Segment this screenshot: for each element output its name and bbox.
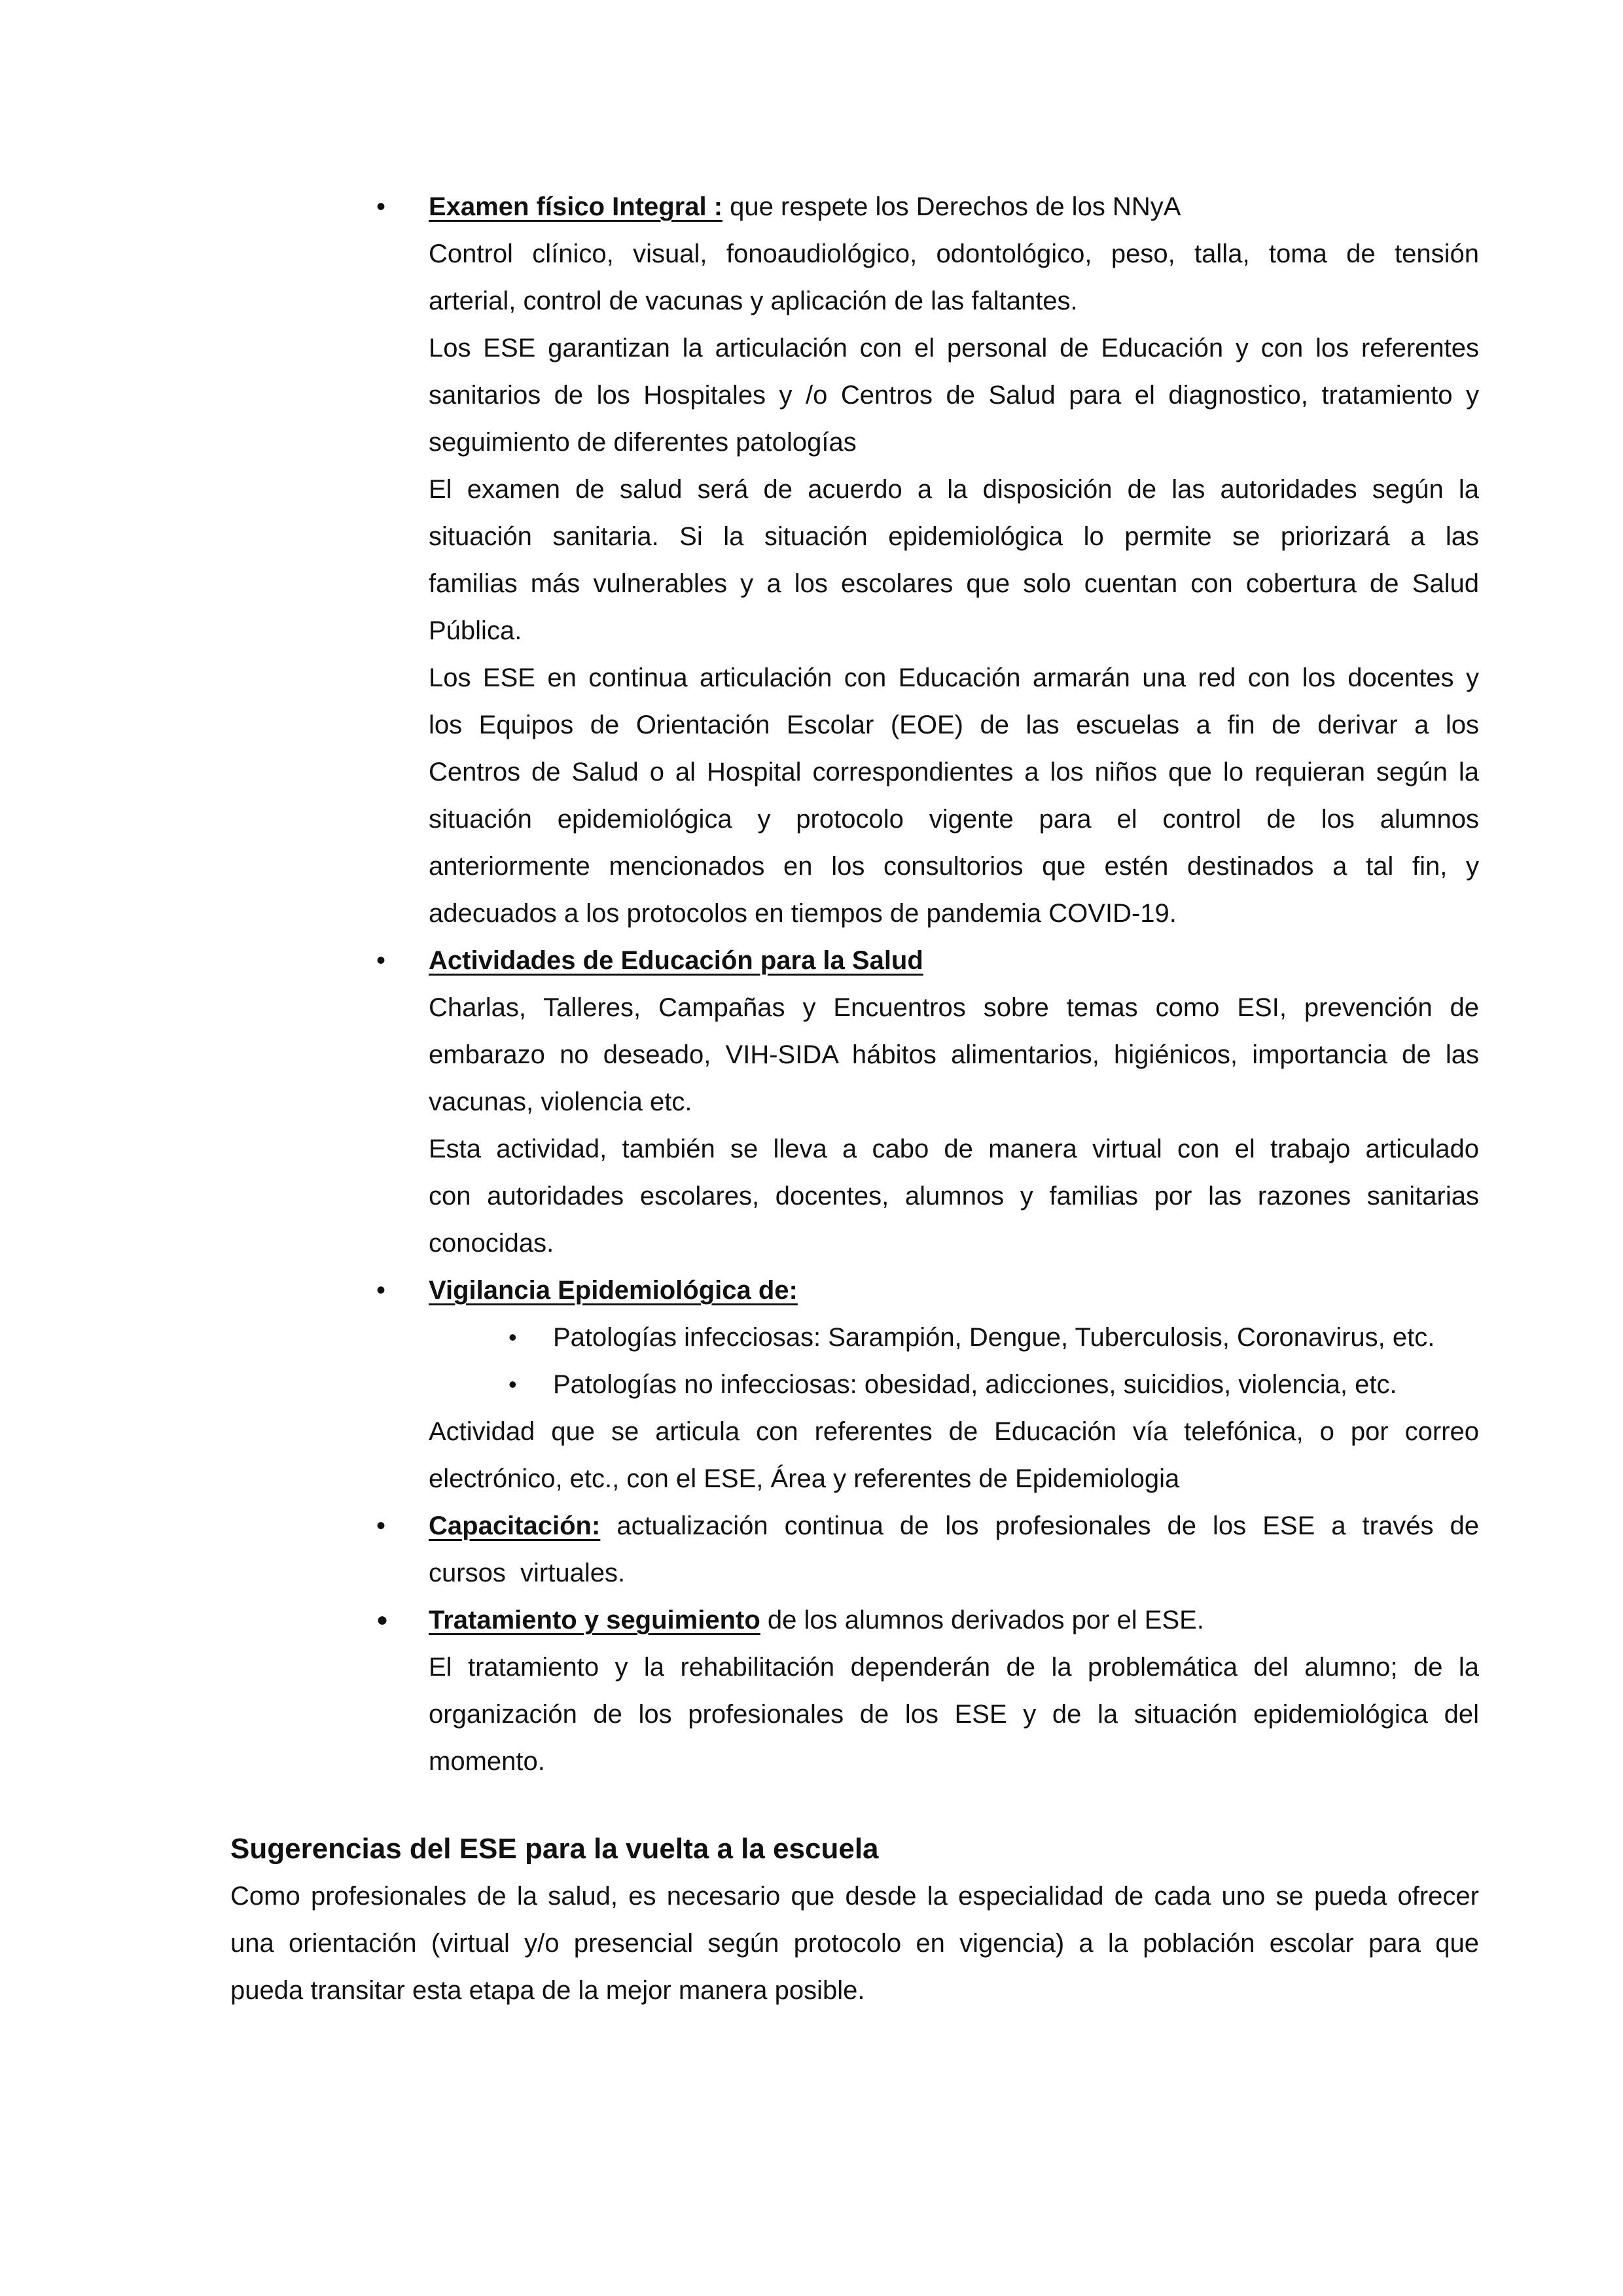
paragraph-line: electrónico, etc., con el ESE, Área y referentes de Epidemiologia (429, 1464, 1180, 1493)
paragraph-line: embarazo no deseado, VIH-SIDA hábitos alimentarios, higiénicos, importancia de las (429, 1040, 1479, 1069)
paragraph-line: Centros de Salud o al Hospital correspondientes a los niños que lo requieran según la (429, 758, 1479, 786)
bullet-marker: • (376, 1511, 386, 1540)
section-title: Sugerencias del ESE para la vuelta a la escuela (230, 1833, 879, 1865)
paragraph-line: familias más vulnerables y a los escolares que solo cuentan con cobertura de Salud (429, 569, 1479, 598)
paragraph-line: cursos virtuales. (429, 1559, 626, 1587)
paragraph-line: Charlas, Talleres, Campañas y Encuentros sobre temas como ESI, prevención de (429, 993, 1479, 1022)
paragraph-line: Como profesionales de la salud, es necesario que desde la especialidad de cada uno se pueda ofrecer (230, 1882, 1479, 1911)
paragraph-line: Esta actividad, también se lleva a cabo de manera virtual con el trabajo articulado (429, 1135, 1479, 1163)
paragraph-line: situación epidemiológica y protocolo vigente para el control de los alumnos (429, 805, 1479, 834)
paragraph-line: Los ESE en continua articulación con Educación armarán una red con los docentes y (429, 663, 1479, 692)
bullet-marker: • (376, 192, 386, 221)
sub-bullet-marker: • (508, 1371, 517, 1398)
item-heading-line (429, 1267, 1479, 1314)
sub-item-text: Patologías no infecciosas: obesidad, adicciones, suicidios, violencia, etc. (553, 1370, 1397, 1399)
section-paragraph (230, 1873, 1479, 2014)
item-heading-line (429, 937, 1479, 984)
item-heading-line (429, 1502, 1479, 1549)
item-capacitacion (376, 1502, 1479, 1597)
item-examen-fisico (376, 183, 1479, 937)
item-heading-line (429, 183, 1479, 230)
item-heading-tail: actualización continua de los profesionales de los ESE a través de (600, 1511, 1479, 1540)
paragraph-line: anteriormente mencionados en los consultorios que estén destinados a tal fin, y (429, 852, 1479, 881)
item-heading-line (429, 1597, 1479, 1644)
paragraph-line: adecuados a los protocolos en tiempos de pandemia COVID-19. (429, 899, 1177, 928)
item-vigilancia-epidemiologica (376, 1267, 1479, 1502)
bullet-marker: • (376, 946, 386, 975)
paragraph-line: vacunas, violencia etc. (429, 1087, 692, 1116)
item-heading: Examen físico Integral : (429, 192, 723, 221)
paragraph-line: situación sanitaria. Si la situación epidemiológica lo permite se priorizará a las (429, 522, 1479, 551)
paragraph-line: arterial, control de vacunas y aplicación de las faltantes. (429, 287, 1078, 315)
paragraph-line: con autoridades escolares, docentes, alumnos y familias por las razones sanitarias (429, 1182, 1479, 1210)
sub-bullet-marker: • (508, 1324, 517, 1351)
paragraph-line: Control clínico, visual, fonoaudiológico, odontológico, peso, talla, toma de tensión (429, 239, 1479, 268)
item-heading: Capacitación: (429, 1511, 601, 1540)
paragraph-line: una orientación (virtual y/o presencial según protocolo en vigencia) a la población escolar para que (230, 1929, 1479, 1958)
item-tratamiento-seguimiento (376, 1597, 1479, 1785)
paragraph-line: El examen de salud será de acuerdo a la disposición de las autoridades según la (429, 475, 1479, 504)
paragraph-line: los Equipos de Orientación Escolar (EOE) de las escuelas a fin de derivar a los (429, 711, 1479, 739)
sub-list-item (508, 1314, 1479, 1361)
paragraph-line: seguimiento de diferentes patologías (429, 428, 857, 457)
paragraph-line: momento. (429, 1747, 545, 1776)
item-heading: Tratamiento y seguimiento (429, 1606, 760, 1634)
paragraph-line: Los ESE garantizan la articulación con el personal de Educación y con los referentes (429, 334, 1479, 362)
sub-list-item (508, 1361, 1479, 1408)
item-heading: Actividades de Educación para la Salud (429, 946, 923, 975)
paragraph-line: sanitarios de los Hospitales y /o Centros de Salud para el diagnostico, tratamiento y (429, 381, 1479, 410)
bullet-marker: ● (376, 1609, 389, 1631)
paragraph-line: Pública. (429, 616, 522, 645)
paragraph-line: Actividad que se articula con referentes de Educación vía telefónica, o por correo (429, 1417, 1479, 1446)
sub-item-text: Patologías infecciosas: Sarampión, Dengue, Tuberculosis, Coronavirus, etc. (553, 1323, 1435, 1352)
paragraph-line: pueda transitar esta etapa de la mejor manera posible. (230, 1976, 865, 2005)
paragraph-line: conocidas. (429, 1229, 554, 1258)
item-actividades-educacion (376, 937, 1479, 1267)
item-heading: Vigilancia Epidemiológica de: (429, 1276, 798, 1305)
item-heading-tail: que respete los Derechos de los NNyA (722, 192, 1181, 221)
bullet-marker: • (376, 1276, 386, 1305)
item-heading-tail: de los alumnos derivados por el ESE. (760, 1606, 1204, 1634)
paragraph-line: organización de los profesionales de los ESE y de la situación epidemiológica del (429, 1700, 1479, 1729)
paragraph-line: El tratamiento y la rehabilitación dependerán de la problemática del alumno; de la (429, 1653, 1479, 1682)
